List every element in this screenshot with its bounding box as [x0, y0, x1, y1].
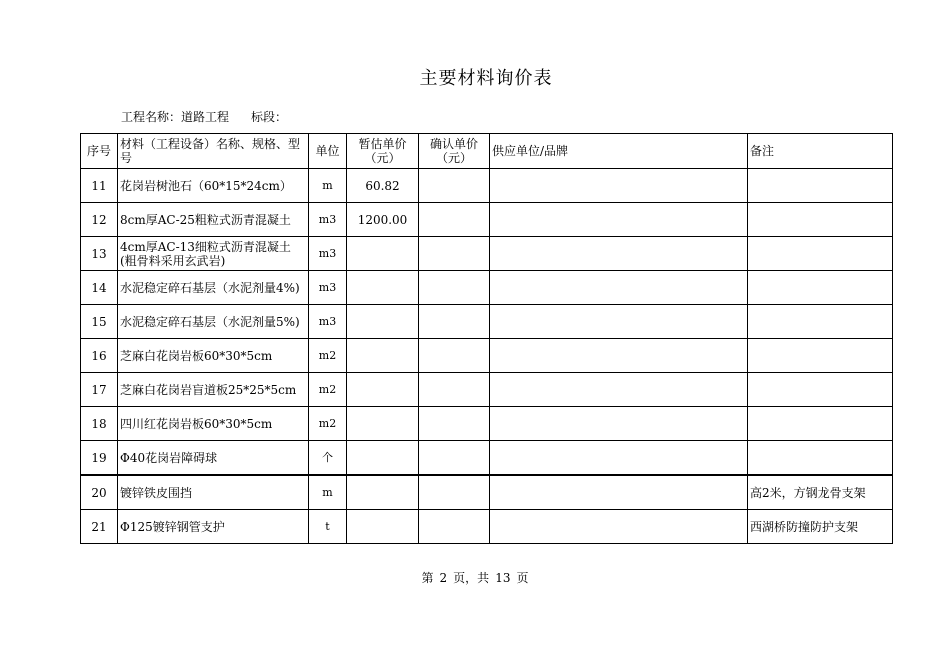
table-row — [81, 203, 893, 237]
footer-mid: 页，共 — [453, 571, 490, 585]
cell-no: 19 — [81, 441, 118, 476]
cell-no: 15 — [81, 305, 118, 339]
cell-conf-price — [419, 510, 490, 544]
header-supplier: 供应单位/品牌 — [490, 134, 748, 169]
table-row — [81, 271, 893, 305]
cell-note — [748, 373, 893, 407]
cell-unit: m2 — [309, 373, 347, 407]
cell-name: 芝麻白花岗岩盲道板25*25*5cm — [118, 373, 309, 407]
cell-note — [748, 169, 893, 203]
cell-supplier — [490, 305, 748, 339]
footer-prefix: 第 — [421, 571, 434, 585]
header-name: 材料（工程设备）名称、规格、型号 — [118, 134, 309, 169]
cell-note: 高2米，方钢龙骨支架 — [748, 475, 893, 510]
cell-name: 芝麻白花岗岩板60*30*5cm — [118, 339, 309, 373]
cell-unit: m2 — [309, 407, 347, 441]
cell-no: 11 — [81, 169, 118, 203]
cell-no: 16 — [81, 339, 118, 373]
cell-note — [748, 339, 893, 373]
cell-unit: m3 — [309, 237, 347, 271]
cell-note: 西湖桥防撞防护支架 — [748, 510, 893, 544]
header-est-price: 暂估单价（元） — [347, 134, 419, 169]
cell-supplier — [490, 237, 748, 271]
cell-unit: 个 — [309, 441, 347, 476]
table-row — [81, 441, 893, 476]
table-header-row — [81, 134, 893, 169]
cell-est-price — [347, 271, 419, 305]
cell-supplier — [490, 271, 748, 305]
cell-unit: m3 — [309, 203, 347, 237]
cell-note — [748, 271, 893, 305]
cell-conf-price — [419, 339, 490, 373]
cell-est-price — [347, 475, 419, 510]
cell-est-price — [347, 441, 419, 476]
cell-note — [748, 441, 893, 476]
cell-name: Φ40花岗岩障碍球 — [118, 441, 309, 476]
cell-supplier — [490, 407, 748, 441]
cell-unit: m3 — [309, 305, 347, 339]
cell-est-price — [347, 407, 419, 441]
cell-conf-price — [419, 169, 490, 203]
cell-name: Φ125镀锌钢管支护 — [118, 510, 309, 544]
cell-conf-price — [419, 271, 490, 305]
table-row — [81, 475, 893, 510]
cell-name: 4cm厚AC-13细粒式沥青混凝土(粗骨料采用玄武岩) — [118, 237, 309, 271]
cell-unit: m2 — [309, 339, 347, 373]
cell-name: 四川红花岗岩板60*30*5cm — [118, 407, 309, 441]
cell-est-price — [347, 339, 419, 373]
cell-conf-price — [419, 441, 490, 476]
table-row — [81, 510, 893, 544]
cell-conf-price — [419, 237, 490, 271]
cell-conf-price — [419, 305, 490, 339]
project-name: 工程名称：道路工程 — [121, 110, 230, 124]
cell-unit: m — [309, 475, 347, 510]
header-unit: 单位 — [309, 134, 347, 169]
cell-supplier — [490, 475, 748, 510]
cell-name: 8cm厚AC-25粗粒式沥青混凝土 — [118, 203, 309, 237]
cell-supplier — [490, 169, 748, 203]
cell-supplier — [490, 373, 748, 407]
cell-unit: m — [309, 169, 347, 203]
cell-supplier — [490, 339, 748, 373]
cell-note — [748, 407, 893, 441]
cell-conf-price — [419, 475, 490, 510]
cell-note — [748, 305, 893, 339]
footer-suffix: 页 — [516, 571, 529, 585]
footer-total-pages: 13 — [495, 571, 511, 585]
cell-no: 20 — [81, 475, 118, 510]
table-row — [81, 305, 893, 339]
cell-no: 14 — [81, 271, 118, 305]
cell-supplier — [490, 510, 748, 544]
project-info — [121, 108, 287, 125]
cell-note — [748, 237, 893, 271]
cell-no: 18 — [81, 407, 118, 441]
cell-unit: t — [309, 510, 347, 544]
page-title: 主要材料询价表 — [419, 68, 553, 89]
page-footer — [0, 569, 950, 586]
cell-conf-price — [419, 373, 490, 407]
materials-table — [80, 133, 893, 544]
header-note: 备注 — [748, 134, 893, 169]
cell-no: 12 — [81, 203, 118, 237]
table-row — [81, 373, 893, 407]
cell-est-price: 1200.00 — [347, 203, 419, 237]
cell-est-price — [347, 373, 419, 407]
cell-est-price: 60.82 — [347, 169, 419, 203]
cell-supplier — [490, 203, 748, 237]
table-row — [81, 237, 893, 271]
cell-note — [748, 203, 893, 237]
cell-name: 花岗岩树池石（60*15*24cm） — [118, 169, 309, 203]
table-body — [81, 134, 893, 544]
cell-est-price — [347, 510, 419, 544]
cell-name: 水泥稳定碎石基层（水泥剂量4%) — [118, 271, 309, 305]
header-no: 序号 — [81, 134, 118, 169]
cell-conf-price — [419, 407, 490, 441]
cell-no: 21 — [81, 510, 118, 544]
cell-name: 水泥稳定碎石基层（水泥剂量5%) — [118, 305, 309, 339]
section-label: 标段： — [251, 110, 288, 124]
cell-conf-price — [419, 203, 490, 237]
cell-est-price — [347, 237, 419, 271]
table-row — [81, 407, 893, 441]
cell-no: 13 — [81, 237, 118, 271]
cell-unit: m3 — [309, 271, 347, 305]
header-conf-price: 确认单价（元） — [419, 134, 490, 169]
cell-est-price — [347, 305, 419, 339]
table-row — [81, 169, 893, 203]
cell-no: 17 — [81, 373, 118, 407]
cell-supplier — [490, 441, 748, 476]
footer-page-number: 2 — [439, 571, 448, 585]
table-row — [81, 339, 893, 373]
cell-name: 镀锌铁皮围挡 — [118, 475, 309, 510]
